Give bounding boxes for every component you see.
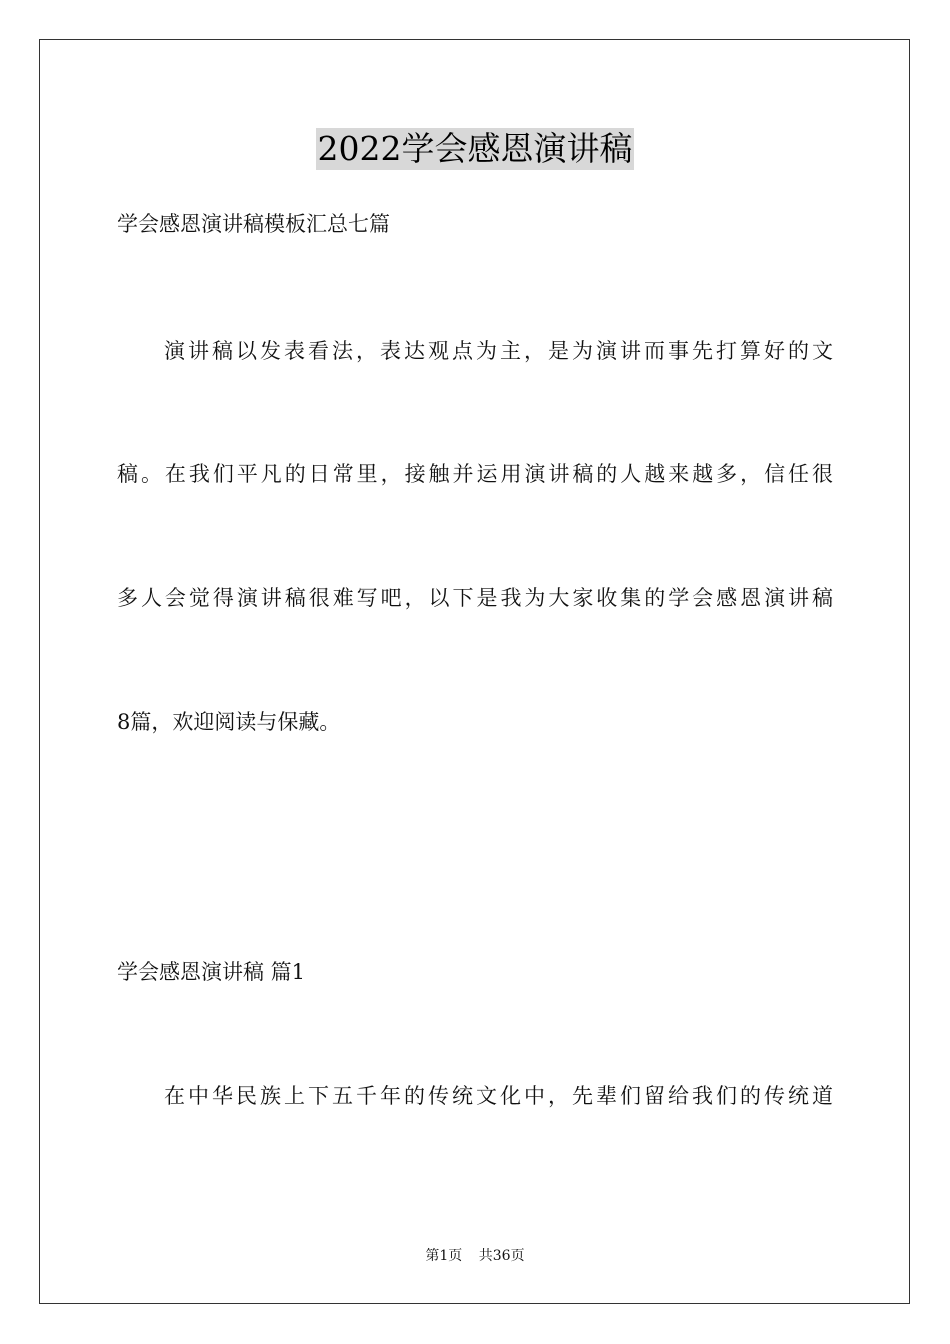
title-container	[0, 128, 950, 170]
section-heading: 学会感恩演讲稿 篇1	[117, 960, 306, 984]
document-title: 2022学会感恩演讲稿	[317, 129, 633, 168]
page-total: 共36页	[478, 1248, 525, 1264]
intro-line-4: 8篇，欢迎阅读与保藏。	[117, 710, 341, 734]
intro-line-1: 演讲稿以发表看法，表达观点为主，是为演讲而事先打算好的文	[164, 339, 833, 363]
section-line-1: 在中华民族上下五千年的传统文化中，先辈们留给我们的传统道	[164, 1084, 833, 1108]
intro-line-2: 稿。在我们平凡的日常里，接触并运用演讲稿的人越来越多，信任很	[117, 462, 833, 486]
intro-line-3: 多人会觉得演讲稿很难写吧，以下是我为大家收集的学会感恩演讲稿	[117, 586, 833, 610]
page-footer	[0, 1246, 950, 1266]
page-number: 第1页	[425, 1248, 463, 1264]
document-subtitle: 学会感恩演讲稿模板汇总七篇	[117, 212, 390, 236]
